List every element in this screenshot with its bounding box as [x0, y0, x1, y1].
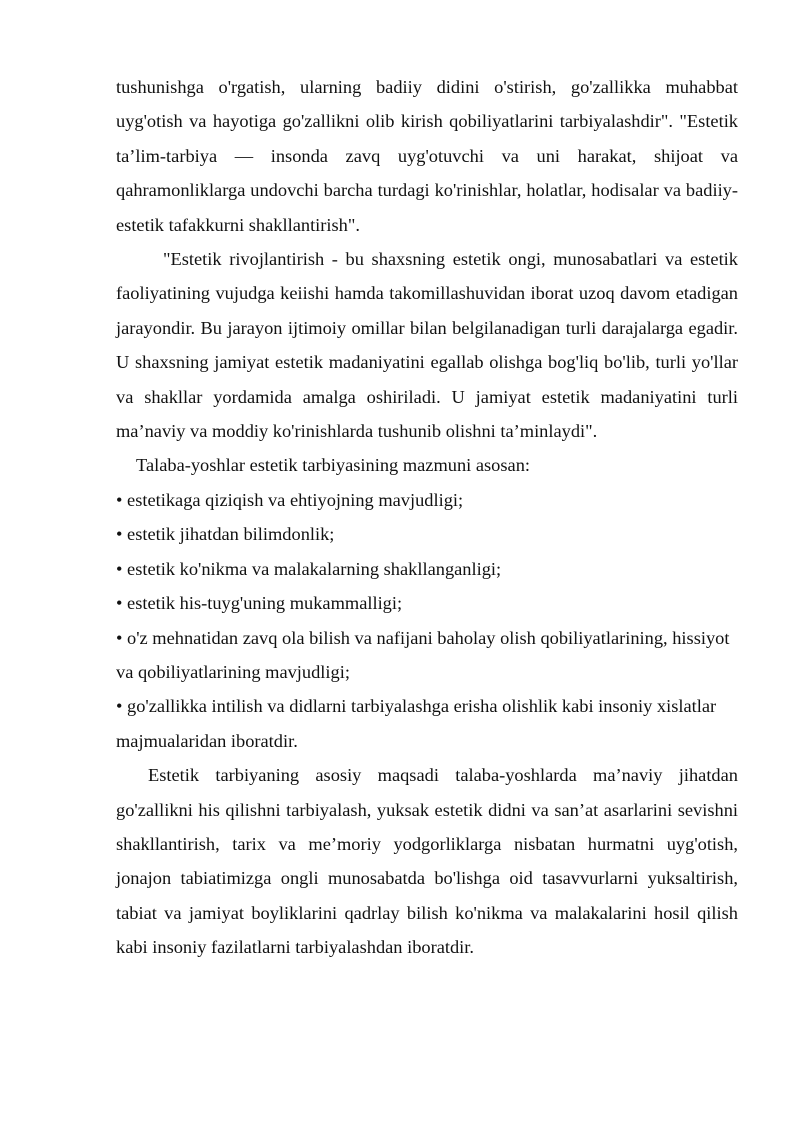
document-page: [116, 70, 738, 965]
list-item: • estetik jihatdan bilimdonlik;: [116, 524, 335, 545]
list-item: • estetik ko'nikma va malakalarning shakllanganligi;: [116, 558, 502, 579]
list-item: • go'zallikka intilish va didlarni tarbiyalashga erisha olishlik kabi insoniy xislatlar majmualaridan iboratdir.: [116, 696, 717, 751]
paragraph-main-goal: Estetik tarbiyaning asosiy maqsadi talaba-yoshlarda ma’naviy jihatdan go'zallikni his qilishni tarbiyalash, yuksak estetik didni va san’at asarlarini sevishni shakllantirish, tarix va me’moriy yodgorliklarga nisbatan hurmatni uyg'otish, jonajon tabiatimizga ongli munosabatda bo'lishga oid tasavvurlarni yuksaltirish, tabiat va jamiyat boyliklarini qadrlay bilish ko'nikma va malakalarini hosil qilish kabi insoniy fazilatlarni tarbiyalashdan iboratdir.: [116, 765, 738, 958]
list-intro: Talaba-yoshlar estetik tarbiyasining mazmuni asosan:: [136, 455, 530, 476]
list-item: • estetikaga qiziqish va ehtiyojning mavjudligi;: [116, 489, 464, 510]
paragraph-aesthetic-education-definition: tushunishga o'rgatish, ularning badiiy didini o'stirish, go'zallikka muhabbat uyg'otish va hayotiga go'zallikni olib kirish qobiliyatlarini tarbiyalashdir". "Estetik ta’lim-tarbiya — insonda zavq uyg'otuvchi va uni harakat, shijoat va qahramonliklarga undovchi barcha turdagi ko'rinishlar, holatlar, hodisalar va badiiy-estetik tafakkurni shakllantirish".: [116, 77, 738, 235]
list-item: • estetik his-tuyg'uning mukammalligi;: [116, 593, 403, 614]
aesthetic-content-list: [116, 483, 738, 758]
list-item: • o'z mehnatidan zavq ola bilish va nafijani baholay olish qobiliyatlarining, hissiyot va qobiliyatlarining mavjudligi;: [116, 627, 730, 682]
paragraph-aesthetic-development: "Estetik rivojlantirish - bu shaxsning estetik ongi, munosabatlari va estetik faoliyatining vujudga keiishi hamda takomillashuvidan iborat uzoq davom etadigan jarayondir. Bu jarayon ijtimoiy omillar bilan belgilanadigan turli darajalarga egadir. U shaxsning jamiyat estetik madaniyatini egallab olishga bog'liq bo'lib, turli yo'llar va shakllar yordamida amalga oshiriladi. U jamiyat estetik madaniyatini turli ma’naviy va moddiy ko'rinishlarda tushunib olishni ta’minlaydi".: [116, 249, 738, 442]
